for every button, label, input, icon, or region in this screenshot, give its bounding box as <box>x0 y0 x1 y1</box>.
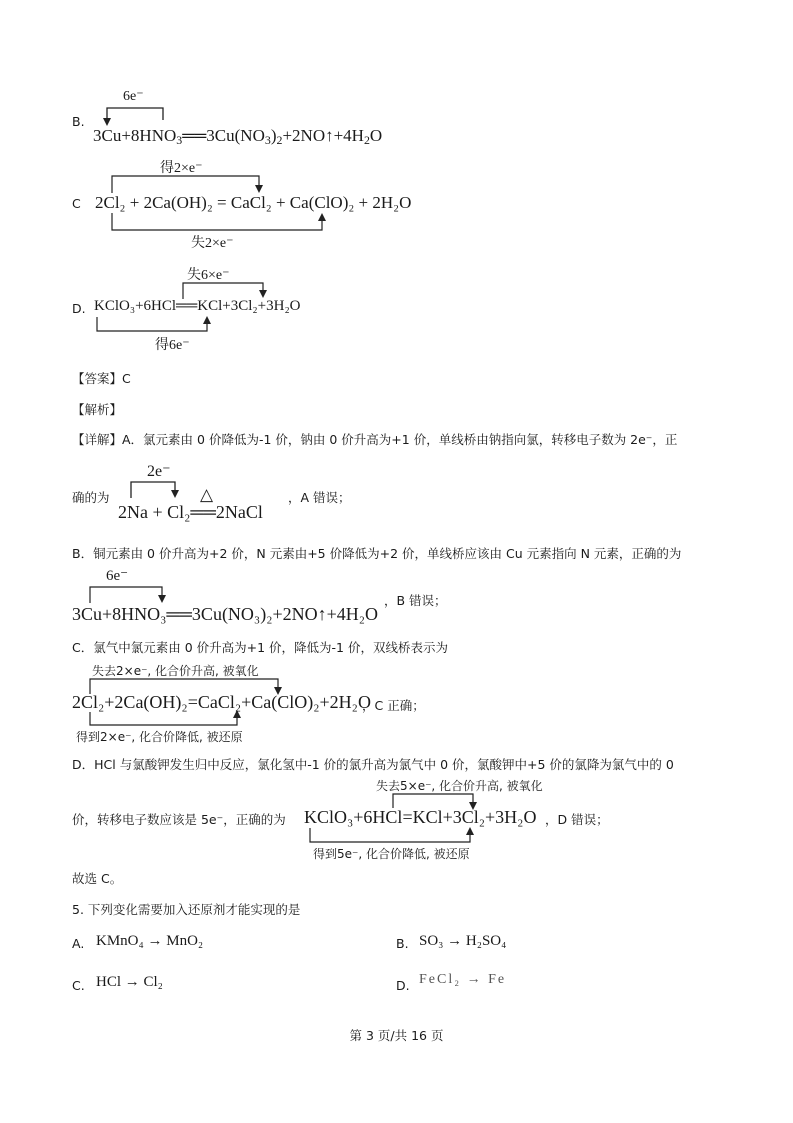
detail-a-suffix: ，A 错误； <box>288 490 351 505</box>
detail-d-equation: KClO₃+6HCl=KCl+3Cl₂+3H₂O <box>304 807 537 827</box>
answer-line: 【答案】C <box>72 371 131 386</box>
page-footer: 第 3 页/共 16 页 <box>349 1028 444 1043</box>
detail-c-text: C．氯气中氯元素由 0 价升高为+1 价，降低为-1 价，双线桥表示为 <box>72 640 448 655</box>
detail-b-electron-label: 6e⁻ <box>106 568 129 584</box>
detail-a-prefix: 确的为 <box>72 490 110 505</box>
detail-d-text: D．HCl 与氯酸钾发生归中反应，氯化氢中-1 价的氯升高为氯气中 0 价，氯酸钾中+5 价的氯降为氯气中的 0 <box>72 757 674 772</box>
conclusion: 故选 C。 <box>72 871 123 886</box>
option-c-equation: 2Cl₂ + 2Ca(OH)₂ = CaCl₂ + Ca(ClO)₂ + 2H₂O <box>95 193 412 212</box>
option-d-letter: D. <box>72 301 86 316</box>
q5-option-c: HCl → Cl₂ <box>96 974 163 990</box>
option-b-letter: B. <box>72 114 85 129</box>
option-b-equation: $3Cu+8HNO_3══3Cu(NO_3)_2+2NO↑+4H_2O$ <box>93 126 383 147</box>
q5-option-a-letter: A. <box>72 936 85 951</box>
detail-c-bottom-label: 得到2×e⁻, 化合价降低, 被还原 <box>76 730 243 744</box>
option-d-top-label: 失6×e⁻ <box>187 268 230 283</box>
q5-option-b: SO₃ → H₂SO₄ <box>419 933 507 949</box>
detail-d-suffix: ，D 错误； <box>545 812 609 827</box>
analysis-tag: 【解析】 <box>72 402 123 417</box>
detail-c-suffix: ，C 正确； <box>362 698 425 713</box>
detail-b-suffix: ，B 错误； <box>384 593 447 608</box>
option-c-top-label: 得2×e⁻ <box>160 161 203 176</box>
detail-c-top-label: 失去2×e⁻, 化合价升高, 被氧化 <box>92 664 259 678</box>
detail-a-heat-symbol: △ <box>200 485 214 504</box>
detail-c-equation: 2Cl₂+2Ca(OH)₂=CaCl₂+Ca(ClO)₂+2H₂O <box>72 692 371 712</box>
option-d-equation: KClO₃+6HCl══KCl+3Cl₂+3H₂O <box>94 298 301 314</box>
q5-option-b-letter: B. <box>396 936 409 951</box>
detail-a-electron-label: 2e⁻ <box>147 463 171 480</box>
option-b-electron-label: 6e⁻ <box>123 89 144 104</box>
detail-d-prefix: 价，转移电子数应该是 5e⁻，正确的为 <box>72 812 286 827</box>
option-d-bottom-label: 得6e⁻ <box>155 338 190 353</box>
q5-option-c-letter: C. <box>72 978 85 993</box>
q5-option-a: KMnO₄ → MnO₂ <box>96 933 204 949</box>
option-c-bottom-label: 失2×e⁻ <box>191 236 234 251</box>
option-c-letter: C <box>72 196 81 211</box>
detail-b-equation: 3Cu+8HNO₃══3Cu(NO₃)₂+2NO↑+4H₂O <box>72 604 379 624</box>
detail-d-bottom-label: 得到5e⁻, 化合价降低, 被还原 <box>313 847 470 861</box>
detail-d-top-label: 失去5×e⁻, 化合价升高, 被氧化 <box>376 779 543 793</box>
q5-stem: 5. 下列变化需要加入还原剂才能实现的是 <box>72 902 301 917</box>
q5-option-d: FeCl₂ → Fe <box>419 972 507 987</box>
detail-a-equation: 2Na + Cl₂══2NaCl <box>118 502 263 522</box>
detail-a-text: 【详解】A．氯元素由 0 价降低为-1 价，钠由 0 价升高为+1 价，单线桥由钠指向氯，转移电子数为 2e⁻，正 <box>72 432 678 447</box>
detail-b-text: B．铜元素由 0 价升高为+2 价，N 元素由+5 价降低为+2 价，单线桥应该由 Cu 元素指向 N 元素，正确的为 <box>72 546 682 561</box>
q5-option-d-letter: D. <box>396 978 410 993</box>
